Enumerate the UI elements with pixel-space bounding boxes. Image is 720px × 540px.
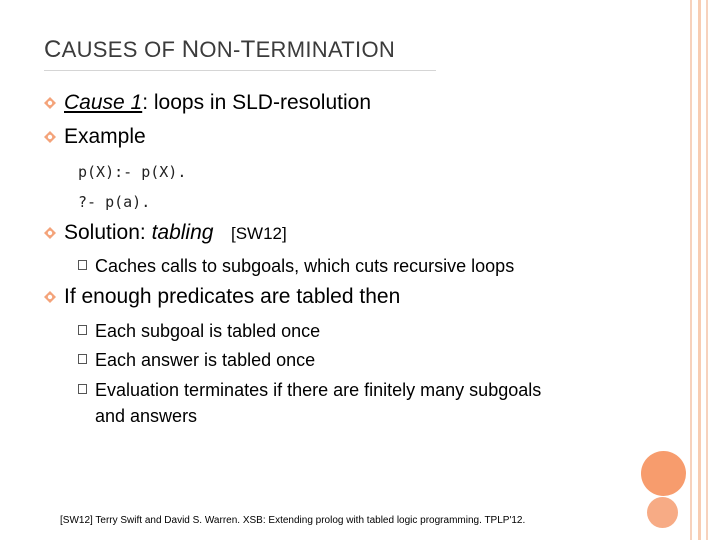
sub-text: Each subgoal is tabled once	[95, 321, 321, 341]
box-bullet-icon	[78, 384, 87, 394]
title-part: ERMINATION	[255, 37, 396, 62]
leaf-bullet-icon	[44, 97, 56, 109]
title-initial: C	[44, 36, 62, 63]
example-text: Example	[64, 125, 146, 148]
leaf-bullet-icon	[44, 131, 56, 143]
sub-text: Each answer is tabled once	[95, 350, 316, 370]
cause-label: Cause 1	[64, 91, 143, 114]
footnote: [SW12] Terry Swift and David S. Warren. XSB: Extending prolog with tabled logic programming. TPLP'12.	[60, 515, 526, 526]
title-underline	[44, 70, 436, 71]
sub-text: and answers	[95, 406, 198, 426]
leaf-bullet-icon	[44, 291, 56, 303]
leaf-bullet-icon	[44, 227, 56, 239]
stripe	[706, 0, 708, 540]
sub-bullet-evaluation-cont	[95, 405, 197, 427]
title-part: ON	[199, 37, 233, 62]
title-part: -	[232, 37, 241, 62]
title-initial: T	[240, 36, 256, 63]
box-bullet-icon	[78, 260, 87, 270]
solution-tabling: tabling	[151, 221, 214, 244]
title-part: AUSES OF	[61, 37, 182, 62]
citation: [SW12]	[230, 224, 287, 243]
box-bullet-icon	[78, 325, 87, 335]
caches-text: Caches calls to subgoals, which cuts recursive loops	[95, 256, 515, 276]
decorative-circle-large	[641, 451, 686, 496]
cause-text: : loops in SLD-resolution	[142, 91, 372, 114]
code-line: p(X):- p(X).	[78, 163, 187, 181]
stripe	[690, 0, 692, 540]
stripe	[698, 0, 701, 540]
code-line: ?- p(a).	[78, 193, 151, 211]
box-bullet-icon	[78, 354, 87, 364]
slide-title	[44, 36, 395, 64]
sub-text: Evaluation terminates if there are finitely many subgoals	[95, 380, 542, 400]
solution-prefix: Solution:	[64, 221, 152, 244]
title-initial: N	[181, 36, 200, 63]
decorative-stripes	[690, 0, 714, 540]
decorative-circle-small	[647, 497, 678, 528]
enough-text: If enough predicates are tabled then	[64, 285, 401, 308]
